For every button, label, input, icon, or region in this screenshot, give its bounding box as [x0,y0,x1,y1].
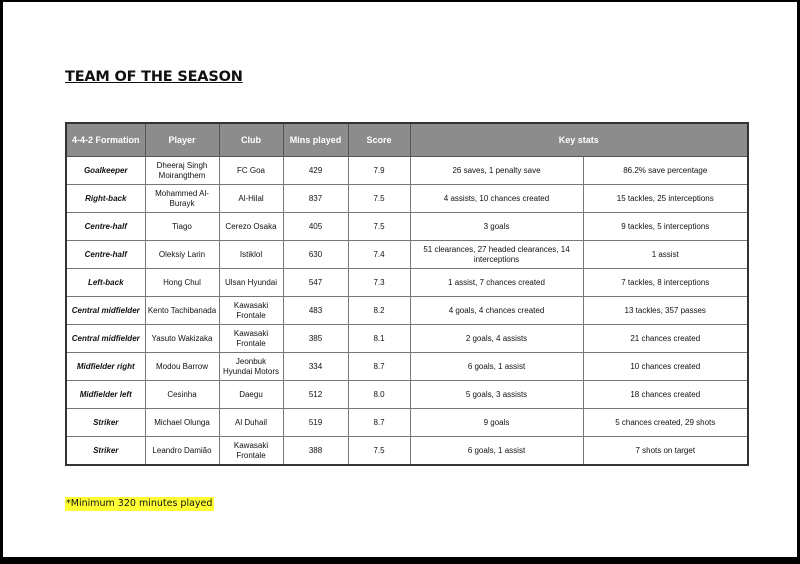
cell-key-stat-1: 2 goals, 4 assists [410,325,583,353]
cell-club: Daegu [219,381,283,409]
cell-position: Goalkeeper [66,157,145,185]
cell-key-stat-2: 7 tackles, 8 interceptions [583,269,748,297]
cell-score: 8.2 [348,297,410,325]
cell-key-stat-2: 18 chances created [583,381,748,409]
cell-position: Right-back [66,185,145,213]
cell-club: Kawasaki Frontale [219,297,283,325]
cell-key-stat-1: 26 saves, 1 penalty save [410,157,583,185]
cell-club: Cerezo Osaka [219,213,283,241]
cell-score: 8.7 [348,353,410,381]
cell-mins: 519 [283,409,348,437]
table-row [66,381,748,409]
cell-key-stat-2: 86.2% save percentage [583,157,748,185]
header-key-stats: Key stats [410,123,748,157]
cell-player: Oleksiy Larin [145,241,219,269]
cell-player: Cesinha [145,381,219,409]
header-player: Player [145,123,219,157]
cell-score: 7.9 [348,157,410,185]
cell-club: Kawasaki Frontale [219,437,283,466]
cell-mins: 630 [283,241,348,269]
cell-score: 7.5 [348,437,410,466]
cell-mins: 334 [283,353,348,381]
cell-player: Dheeraj Singh Moirangthem [145,157,219,185]
cell-club: Al-Hilal [219,185,283,213]
table-row [66,297,748,325]
cell-club: Kawasaki Frontale [219,325,283,353]
page-title: TEAM OF THE SEASON [65,69,243,85]
footnote: *Minimum 320 minutes played [66,498,213,509]
cell-key-stat-2: 9 tackles, 5 interceptions [583,213,748,241]
cell-position: Centre-half [66,241,145,269]
table-row [66,185,748,213]
cell-score: 7.3 [348,269,410,297]
cell-key-stat-2: 21 chances created [583,325,748,353]
cell-player: Tiago [145,213,219,241]
cell-position: Midfielder right [66,353,145,381]
cell-score: 8.0 [348,381,410,409]
cell-mins: 512 [283,381,348,409]
cell-mins: 388 [283,437,348,466]
table-row [66,353,748,381]
cell-key-stat-2: 5 chances created, 29 shots [583,409,748,437]
cell-mins: 385 [283,325,348,353]
table-row [66,269,748,297]
cell-key-stat-1: 5 goals, 3 assists [410,381,583,409]
cell-player: Mohammed Al-Burayk [145,185,219,213]
cell-key-stat-1: 6 goals, 1 assist [410,437,583,466]
table-body [66,157,748,466]
cell-key-stat-1: 4 goals, 4 chances created [410,297,583,325]
cell-key-stat-1: 3 goals [410,213,583,241]
cell-player: Yasuto Wakizaka [145,325,219,353]
cell-club: Jeonbuk Hyundai Motors [219,353,283,381]
cell-key-stat-2: 15 tackles, 25 interceptions [583,185,748,213]
cell-mins: 547 [283,269,348,297]
cell-club: FC Goa [219,157,283,185]
cell-key-stat-1: 9 goals [410,409,583,437]
cell-club: Al Duhail [219,409,283,437]
cell-mins: 429 [283,157,348,185]
cell-score: 7.4 [348,241,410,269]
cell-score: 8.1 [348,325,410,353]
header-club: Club [219,123,283,157]
cell-key-stat-2: 1 assist [583,241,748,269]
cell-player: Michael Olunga [145,409,219,437]
cell-player: Modou Barrow [145,353,219,381]
cell-key-stat-2: 7 shots on target [583,437,748,466]
table-row [66,241,748,269]
cell-key-stat-2: 13 tackles, 357 passes [583,297,748,325]
table-header-row [66,123,748,157]
cell-player: Leandro Damião [145,437,219,466]
cell-mins: 405 [283,213,348,241]
cell-position: Central midfielder [66,297,145,325]
cell-club: Istiklol [219,241,283,269]
cell-position: Midfielder left [66,381,145,409]
table-row [66,325,748,353]
table-row [66,437,748,466]
table-row [66,157,748,185]
team-table [65,122,749,466]
document-page [3,2,797,557]
cell-key-stat-1: 1 assist, 7 chances created [410,269,583,297]
cell-key-stat-1: 51 clearances, 27 headed clearances, 14 interceptions [410,241,583,269]
cell-key-stat-2: 10 chances created [583,353,748,381]
cell-position: Striker [66,409,145,437]
cell-player: Kento Tachibanada [145,297,219,325]
cell-score: 7.5 [348,213,410,241]
cell-key-stat-1: 4 assists, 10 chances created [410,185,583,213]
header-mins: Mins played [283,123,348,157]
cell-score: 7.5 [348,185,410,213]
table-row [66,213,748,241]
cell-score: 8.7 [348,409,410,437]
table-row [66,409,748,437]
cell-mins: 837 [283,185,348,213]
cell-club: Ulsan Hyundai [219,269,283,297]
header-formation: 4-4-2 Formation [66,123,145,157]
header-score: Score [348,123,410,157]
cell-position: Centre-half [66,213,145,241]
cell-position: Central midfielder [66,325,145,353]
cell-position: Left-back [66,269,145,297]
cell-player: Hong Chul [145,269,219,297]
cell-position: Striker [66,437,145,466]
cell-mins: 483 [283,297,348,325]
cell-key-stat-1: 6 goals, 1 assist [410,353,583,381]
